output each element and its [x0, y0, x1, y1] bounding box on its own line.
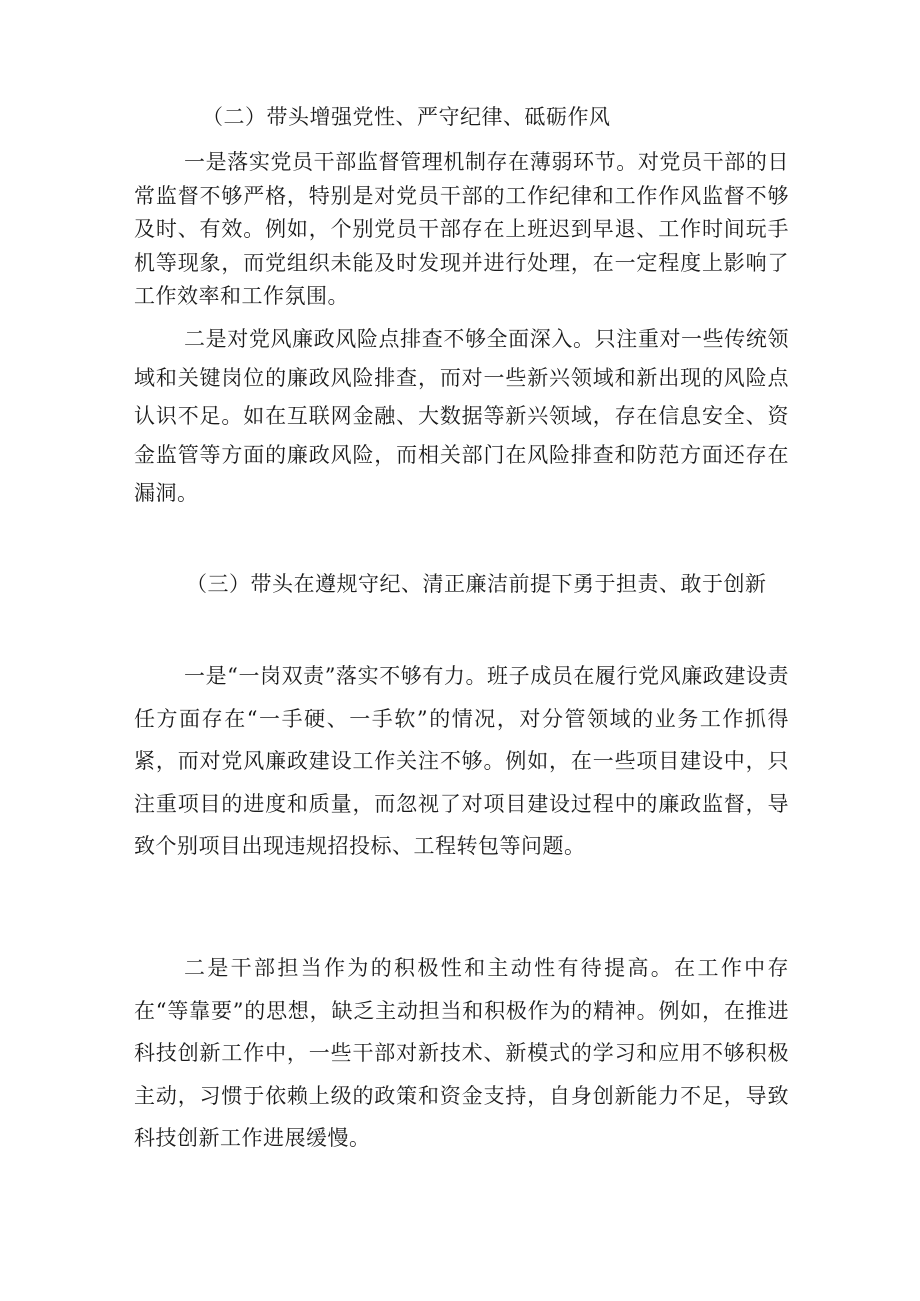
section-2-paragraph-1: 一是落实党员干部监督管理机制存在薄弱环节。对党员干部的日常监督不够严格，特别是对党员干部的工作纪律和工作作风监督不够及时、有效。例如，个别党员干部存在上班迟到早退、工作时间玩手机等现象，而党组织未能及时发现并进行处理，在一定程度上影响了工作效率和工作氛围。: [134, 150, 789, 308]
section-3-heading: （三）带头在遵规守纪、清正廉洁前提下勇于担责、敢于创新: [186, 572, 767, 596]
section-2-paragraph-2: 二是对党风廉政风险点排查不够全面深入。只注重对一些传统领域和关键岗位的廉政风险排查，而对一些新兴领域和新出现的风险点认识不足。如在互联网金融、大数据等新兴领域，存在信息安全、资金监管等方面的廉政风险，而相关部门在风险排查和防范方面还存在漏洞。: [134, 327, 789, 505]
section-3-paragraph-2: 二是干部担当作为的积极性和主动性有待提高。在工作中存在“等靠要”的思想，缺乏主动担当和积极作为的精神。例如，在推进科技创新工作中，一些干部对新技术、新模式的学习和应用不够积极主动，习惯于依赖上级的政策和资金支持，自身创新能力不足，导致科技创新工作进展缓慢。: [134, 956, 789, 1150]
section-3-paragraph-1: 一是“一岗双责”落实不够有力。班子成员在履行党风廉政建设责任方面存在“一手硬、一手软”的情况，对分管领域的业务工作抓得紧，而对党风廉政建设工作关注不够。例如，在一些项目建设中，只注重项目的进度和质量，而忽视了对项目建设过程中的廉政监督，导致个别项目出现违规招投标、工程转包等问题。: [134, 664, 789, 858]
section-2-heading: （二）带头增强党性、严守纪律、砥砺作风: [202, 105, 611, 129]
